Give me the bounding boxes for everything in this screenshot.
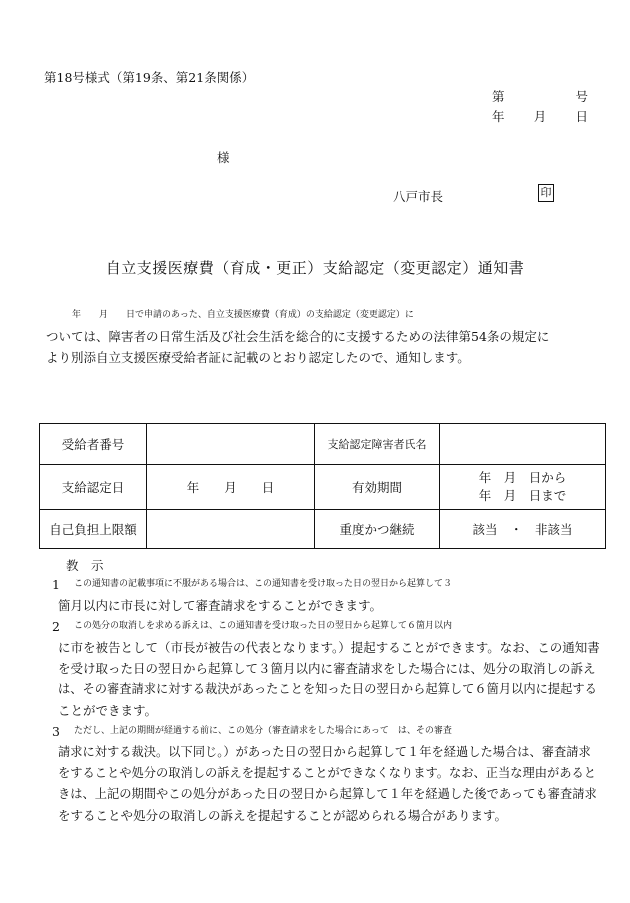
valid-from: 年 月 日から — [478, 470, 567, 485]
valid-to: 年 月 日まで — [478, 488, 567, 503]
valid-period-label: 有効期間 — [315, 465, 440, 510]
table-row — [40, 510, 606, 549]
certification-date-label: 支給認定日 — [40, 465, 147, 510]
valid-period-value — [440, 465, 606, 510]
seal-box: 印 — [538, 184, 554, 202]
notice-line: この通知書の記載事項に不服がある場合は、この通知書を受け取った日の翌日から起算して３ — [74, 579, 453, 589]
notice-item-number: 2 — [52, 619, 60, 634]
person-name-label: 支給認定障害者氏名 — [315, 424, 440, 465]
issue-year: 年 — [492, 109, 505, 124]
intro-paragraph — [46, 305, 591, 368]
certification-table — [39, 423, 606, 549]
notice-line: をすることや処分の取消しの訴えを提起することができなくなります。なお、正当な理由があると — [58, 766, 597, 780]
notice-line: ことができます。 — [58, 703, 158, 718]
table-row — [40, 465, 606, 510]
addressee-suffix: 様 — [217, 150, 230, 165]
severe-continuous-value: 該当 ・ 非該当 — [440, 510, 606, 549]
notice-item-number: 3 — [52, 724, 60, 739]
copay-limit-label: 自己負担上限額 — [40, 510, 147, 549]
intro-line: より別添自立支援医療受給者証に記載のとおり認定したので、通知します。 — [46, 350, 470, 365]
notice-line: 箇月以内に市長に対して審査請求をすることができます。 — [58, 598, 383, 613]
table-row — [40, 424, 606, 465]
notice-section — [44, 574, 600, 826]
intro-line: 年 月 日で申請のあった、自立支援医療費（育成）の支給認定（変更認定）に — [72, 310, 414, 320]
notice-line: きは、上記の期間やこの処分があった日の翌日から起算して１年を経過した後であっても審査請求 — [58, 787, 597, 801]
notice-item — [44, 574, 600, 616]
person-name-value — [440, 424, 606, 465]
number-prefix: 第 — [492, 89, 505, 104]
notice-item — [44, 721, 600, 826]
recipient-number-label: 受給者番号 — [40, 424, 147, 465]
notice-line: を受け取った日の翌日から起算して３箇月以内に審査請求をした場合には、処分の取消しの訴え — [58, 661, 596, 676]
document-title: 自立支援医療費（育成・更正）支給認定（変更認定）通知書 — [105, 259, 525, 277]
copay-limit-value — [147, 510, 315, 549]
certification-date-value: 年 月 日 — [147, 465, 315, 510]
issuer-name: 八戸市長 — [393, 189, 444, 204]
severe-continuous-label: 重度かつ継続 — [315, 510, 440, 549]
issue-day: 日 — [575, 109, 588, 124]
number-suffix: 号 — [575, 89, 588, 104]
notice-line: をすることや処分の取消しの訴えを提起することが認められる場合があります。 — [58, 808, 508, 823]
document-number — [492, 87, 588, 105]
issue-date — [492, 107, 588, 125]
notice-item — [44, 616, 600, 721]
notice-heading: 教 示 — [66, 558, 104, 573]
notice-item-number: 1 — [52, 577, 60, 592]
notice-line: は、その審査請求に対する裁決があったことを知った日の翌日から起算して６箇月以内に提起する — [58, 682, 597, 696]
notice-line: ただし、上記の期間が経過する前に、この処分（審査請求をした場合にあって は、その審査 — [74, 726, 452, 736]
form-number: 第18号様式（第19条、第21条関係） — [44, 70, 255, 85]
issue-month: 月 — [533, 109, 547, 124]
notice-line: この処分の取消しを求める訴えは、この通知書を受け取った日の翌日から起算して６箇月以内 — [74, 621, 453, 631]
notice-line: に市を被告として（市長が被告の代表となります。）提起することができます。なお、この通知書 — [58, 640, 600, 655]
intro-line: ついては、障害者の日常生活及び社会生活を総合的に支援するための法律第54条の規定に — [46, 329, 550, 344]
recipient-number-value — [147, 424, 315, 465]
notice-line: 請求に対する裁決。以下同じ。）があった日の翌日から起算して１年を経過した場合は、審査請求 — [58, 745, 591, 759]
